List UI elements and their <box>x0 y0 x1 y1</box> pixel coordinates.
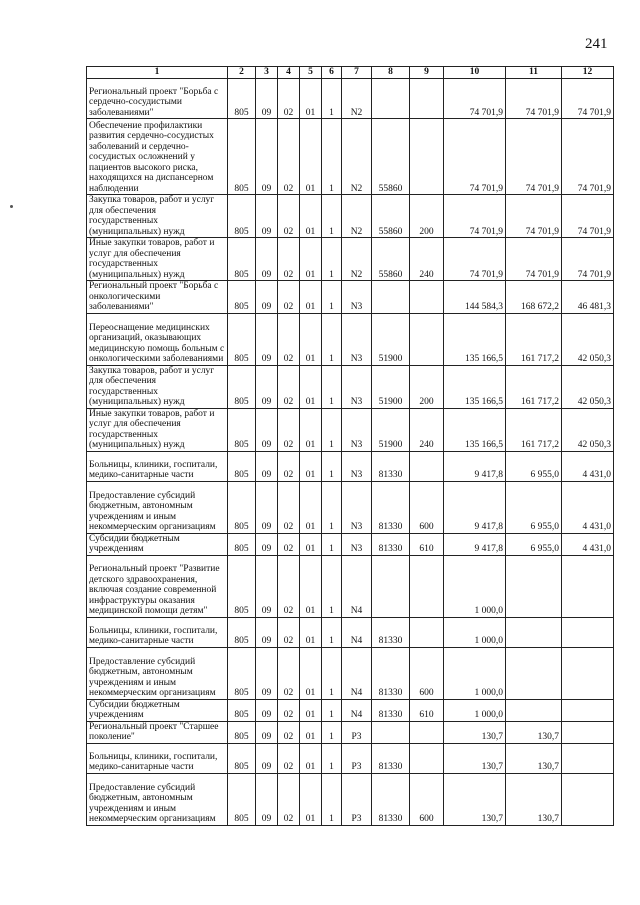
amount-cell: 74 701,9 <box>562 79 614 119</box>
table-row <box>87 481 614 533</box>
amount-cell: 1 000,0 <box>444 617 506 647</box>
amount-cell: 74 701,9 <box>506 119 562 195</box>
row-name-cell: Субсидии бюджетным учреждениям <box>87 533 228 555</box>
code-cell: 02 <box>278 313 300 365</box>
table-row <box>87 533 614 555</box>
code-cell: 805 <box>228 533 256 555</box>
code-cell: 1 <box>322 195 342 238</box>
code-cell: 805 <box>228 408 256 451</box>
table-row <box>87 773 614 825</box>
code-cell: 805 <box>228 721 256 743</box>
amount-cell: 135 166,5 <box>444 408 506 451</box>
header-cell: 12 <box>562 67 614 79</box>
page-number: 241 <box>585 36 608 52</box>
amount-cell <box>562 647 614 699</box>
code-cell: N3 <box>342 408 372 451</box>
code-cell: 1 <box>322 365 342 408</box>
code-cell: 09 <box>256 365 278 408</box>
code-cell <box>410 281 444 314</box>
code-cell: 805 <box>228 365 256 408</box>
header-cell: 8 <box>372 67 410 79</box>
code-cell: 09 <box>256 281 278 314</box>
code-cell <box>410 721 444 743</box>
code-cell: 55860 <box>372 195 410 238</box>
code-cell: 02 <box>278 555 300 617</box>
code-cell: 805 <box>228 555 256 617</box>
code-cell: 02 <box>278 533 300 555</box>
code-cell: 02 <box>278 647 300 699</box>
header-cell: 4 <box>278 67 300 79</box>
row-name-cell: Региональный проект "Борьба с сердечно-сосудистыми заболеваниями" <box>87 79 228 119</box>
row-name-cell: Предоставление субсидий бюджетным, автономным учреждениям и иным некоммерческим организациям <box>87 647 228 699</box>
amount-cell: 168 672,2 <box>506 281 562 314</box>
code-cell: 02 <box>278 119 300 195</box>
row-name-cell: Больницы, клиники, госпитали, медико-санитарные части <box>87 617 228 647</box>
code-cell: 51900 <box>372 365 410 408</box>
amount-cell: 9 417,8 <box>444 451 506 481</box>
amount-cell: 42 050,3 <box>562 408 614 451</box>
code-cell: N3 <box>342 281 372 314</box>
amount-cell: 74 701,9 <box>506 195 562 238</box>
amount-cell <box>562 699 614 721</box>
row-name-cell: Региональный проект "Старшее поколение" <box>87 721 228 743</box>
code-cell: 51900 <box>372 313 410 365</box>
amount-cell: 135 166,5 <box>444 313 506 365</box>
code-cell: 01 <box>300 699 322 721</box>
code-cell: 01 <box>300 451 322 481</box>
code-cell: 200 <box>410 365 444 408</box>
code-cell: 55860 <box>372 238 410 281</box>
amount-cell: 130,7 <box>506 721 562 743</box>
code-cell: 01 <box>300 481 322 533</box>
code-cell <box>410 79 444 119</box>
code-cell: 01 <box>300 647 322 699</box>
amount-cell: 74 701,9 <box>506 79 562 119</box>
amount-cell: 4 431,0 <box>562 451 614 481</box>
row-name-cell: Обеспечение профилактики развития сердечно-сосудистых заболеваний и сердечно-сосудистых осложнений у пациентов высокого риска, находящихся на диспансерном наблюдении <box>87 119 228 195</box>
code-cell: 09 <box>256 533 278 555</box>
margin-mark <box>10 205 13 208</box>
code-cell: 09 <box>256 699 278 721</box>
amount-cell: 6 955,0 <box>506 481 562 533</box>
header-cell: 5 <box>300 67 322 79</box>
amount-cell: 1 000,0 <box>444 555 506 617</box>
code-cell: N4 <box>342 647 372 699</box>
code-cell: 01 <box>300 195 322 238</box>
code-cell: 01 <box>300 721 322 743</box>
code-cell <box>410 555 444 617</box>
row-name-cell: Региональный проект "Развитие детского здравоохранения, включая создание современной инфраструктуры оказания медицинской помощи детям" <box>87 555 228 617</box>
code-cell: 805 <box>228 79 256 119</box>
amount-cell: 9 417,8 <box>444 533 506 555</box>
code-cell: 81330 <box>372 647 410 699</box>
code-cell: 09 <box>256 647 278 699</box>
amount-cell: 161 717,2 <box>506 365 562 408</box>
table-row <box>87 195 614 238</box>
code-cell: 805 <box>228 451 256 481</box>
code-cell: 55860 <box>372 119 410 195</box>
code-cell: 81330 <box>372 533 410 555</box>
amount-cell: 161 717,2 <box>506 408 562 451</box>
table-row <box>87 647 614 699</box>
code-cell: 1 <box>322 647 342 699</box>
table-row <box>87 281 614 314</box>
code-cell <box>372 281 410 314</box>
code-cell: 01 <box>300 119 322 195</box>
code-cell: 81330 <box>372 699 410 721</box>
code-cell: 1 <box>322 617 342 647</box>
code-cell: 805 <box>228 617 256 647</box>
amount-cell <box>562 555 614 617</box>
code-cell <box>410 617 444 647</box>
code-cell: 09 <box>256 238 278 281</box>
amount-cell: 135 166,5 <box>444 365 506 408</box>
row-name-cell: Иные закупки товаров, работ и услуг для обеспечения государственных (муниципальных) нужд <box>87 238 228 281</box>
row-name-cell: Закупка товаров, работ и услуг для обеспечения государственных (муниципальных) нужд <box>87 195 228 238</box>
header-cell: 11 <box>506 67 562 79</box>
code-cell: 09 <box>256 451 278 481</box>
code-cell: 81330 <box>372 773 410 825</box>
code-cell: 09 <box>256 721 278 743</box>
amount-cell: 4 431,0 <box>562 481 614 533</box>
code-cell: 02 <box>278 721 300 743</box>
amount-cell: 74 701,9 <box>562 195 614 238</box>
amount-cell: 6 955,0 <box>506 451 562 481</box>
table-row <box>87 408 614 451</box>
table-row <box>87 313 614 365</box>
code-cell: 01 <box>300 79 322 119</box>
code-cell: 02 <box>278 195 300 238</box>
row-name-cell: Иные закупки товаров, работ и услуг для обеспечения государственных (муниципальных) нужд <box>87 408 228 451</box>
code-cell: 805 <box>228 743 256 773</box>
code-cell: 600 <box>410 647 444 699</box>
row-name-cell: Предоставление субсидий бюджетным, автономным учреждениям и иным некоммерческим организациям <box>87 481 228 533</box>
code-cell: 02 <box>278 481 300 533</box>
table-header <box>87 67 614 79</box>
row-name-cell: Больницы, клиники, госпитали, медико-санитарные части <box>87 743 228 773</box>
code-cell: 02 <box>278 79 300 119</box>
row-name-cell: Региональный проект "Борьба с онкологическими заболеваниями" <box>87 281 228 314</box>
header-cell: 10 <box>444 67 506 79</box>
code-cell: 09 <box>256 555 278 617</box>
code-cell: 240 <box>410 408 444 451</box>
code-cell: 805 <box>228 195 256 238</box>
code-cell: 805 <box>228 281 256 314</box>
code-cell: 1 <box>322 451 342 481</box>
code-cell: N4 <box>342 617 372 647</box>
code-cell: 81330 <box>372 617 410 647</box>
code-cell: N3 <box>342 533 372 555</box>
code-cell: 09 <box>256 195 278 238</box>
table-row <box>87 238 614 281</box>
code-cell <box>410 313 444 365</box>
code-cell: 09 <box>256 313 278 365</box>
amount-cell: 74 701,9 <box>562 238 614 281</box>
amount-cell: 144 584,3 <box>444 281 506 314</box>
code-cell: 1 <box>322 721 342 743</box>
code-cell: 02 <box>278 238 300 281</box>
code-cell: 1 <box>322 281 342 314</box>
amount-cell: 130,7 <box>444 743 506 773</box>
code-cell: 81330 <box>372 743 410 773</box>
code-cell <box>410 743 444 773</box>
header-cell: 7 <box>342 67 372 79</box>
amount-cell: 9 417,8 <box>444 481 506 533</box>
code-cell: 610 <box>410 533 444 555</box>
amount-cell <box>506 699 562 721</box>
code-cell: 02 <box>278 365 300 408</box>
code-cell: N2 <box>342 119 372 195</box>
code-cell: 01 <box>300 555 322 617</box>
code-cell: 02 <box>278 281 300 314</box>
code-cell: 240 <box>410 238 444 281</box>
code-cell: 02 <box>278 451 300 481</box>
code-cell: 01 <box>300 533 322 555</box>
amount-cell <box>562 721 614 743</box>
row-name-cell: Переоснащение медицинских организаций, оказывающих медицинскую помощь больным с онкологическими заболеваниями <box>87 313 228 365</box>
code-cell: 01 <box>300 281 322 314</box>
code-cell: 81330 <box>372 481 410 533</box>
amount-cell: 130,7 <box>444 721 506 743</box>
table-row <box>87 617 614 647</box>
code-cell: N2 <box>342 238 372 281</box>
code-cell: 09 <box>256 743 278 773</box>
code-cell: 805 <box>228 313 256 365</box>
amount-cell: 74 701,9 <box>506 238 562 281</box>
table-row <box>87 79 614 119</box>
amount-cell: 74 701,9 <box>444 195 506 238</box>
row-name-cell: Закупка товаров, работ и услуг для обеспечения государственных (муниципальных) нужд <box>87 365 228 408</box>
amount-cell: 74 701,9 <box>562 119 614 195</box>
code-cell: 02 <box>278 773 300 825</box>
code-cell <box>410 119 444 195</box>
code-cell: 02 <box>278 699 300 721</box>
code-cell: 09 <box>256 119 278 195</box>
amount-cell: 46 481,3 <box>562 281 614 314</box>
code-cell: 02 <box>278 743 300 773</box>
amount-cell: 6 955,0 <box>506 533 562 555</box>
amount-cell <box>506 555 562 617</box>
code-cell: 09 <box>256 773 278 825</box>
code-cell: 610 <box>410 699 444 721</box>
code-cell: 02 <box>278 408 300 451</box>
table-row <box>87 721 614 743</box>
code-cell: 1 <box>322 238 342 281</box>
header-cell: 1 <box>87 67 228 79</box>
table-row <box>87 365 614 408</box>
code-cell: 02 <box>278 617 300 647</box>
code-cell: 09 <box>256 79 278 119</box>
code-cell <box>372 721 410 743</box>
row-name-cell: Субсидии бюджетным учреждениям <box>87 699 228 721</box>
code-cell: N3 <box>342 481 372 533</box>
code-cell <box>410 451 444 481</box>
code-cell: 1 <box>322 743 342 773</box>
code-cell: 200 <box>410 195 444 238</box>
code-cell: 805 <box>228 481 256 533</box>
code-cell: 09 <box>256 617 278 647</box>
code-cell: 01 <box>300 313 322 365</box>
amount-cell <box>562 773 614 825</box>
header-cell: 6 <box>322 67 342 79</box>
code-cell: N3 <box>342 313 372 365</box>
amount-cell <box>506 617 562 647</box>
header-cell: 3 <box>256 67 278 79</box>
code-cell: 600 <box>410 481 444 533</box>
amount-cell <box>562 743 614 773</box>
table-row <box>87 743 614 773</box>
code-cell: N4 <box>342 699 372 721</box>
code-cell: 1 <box>322 408 342 451</box>
code-cell: 1 <box>322 555 342 617</box>
code-cell: N4 <box>342 555 372 617</box>
code-cell: 01 <box>300 238 322 281</box>
code-cell: P3 <box>342 721 372 743</box>
header-cell: 2 <box>228 67 256 79</box>
row-name-cell: Больницы, клиники, госпитали, медико-санитарные части <box>87 451 228 481</box>
code-cell <box>372 79 410 119</box>
amount-cell: 130,7 <box>506 743 562 773</box>
amount-cell: 130,7 <box>444 773 506 825</box>
amount-cell <box>562 617 614 647</box>
header-cell: 9 <box>410 67 444 79</box>
amount-cell: 4 431,0 <box>562 533 614 555</box>
code-cell: 1 <box>322 119 342 195</box>
code-cell: 01 <box>300 617 322 647</box>
code-cell: 01 <box>300 743 322 773</box>
amount-cell: 42 050,3 <box>562 313 614 365</box>
code-cell: 1 <box>322 773 342 825</box>
amount-cell: 130,7 <box>506 773 562 825</box>
code-cell: 51900 <box>372 408 410 451</box>
code-cell: 1 <box>322 313 342 365</box>
code-cell: 805 <box>228 699 256 721</box>
budget-table <box>86 66 614 826</box>
table-row <box>87 699 614 721</box>
code-cell: 1 <box>322 481 342 533</box>
code-cell: 09 <box>256 408 278 451</box>
amount-cell: 74 701,9 <box>444 238 506 281</box>
code-cell: 1 <box>322 533 342 555</box>
header-row <box>87 67 614 79</box>
code-cell: N3 <box>342 365 372 408</box>
code-cell: 09 <box>256 481 278 533</box>
code-cell <box>372 555 410 617</box>
code-cell: 805 <box>228 647 256 699</box>
code-cell: 1 <box>322 699 342 721</box>
code-cell: 1 <box>322 79 342 119</box>
amount-cell: 1 000,0 <box>444 699 506 721</box>
code-cell: 01 <box>300 773 322 825</box>
code-cell: 805 <box>228 119 256 195</box>
code-cell: N3 <box>342 451 372 481</box>
amount-cell: 42 050,3 <box>562 365 614 408</box>
code-cell: N2 <box>342 195 372 238</box>
amount-cell <box>506 647 562 699</box>
table-body <box>87 79 614 826</box>
code-cell: P3 <box>342 773 372 825</box>
code-cell: 600 <box>410 773 444 825</box>
code-cell: 01 <box>300 365 322 408</box>
code-cell: 805 <box>228 238 256 281</box>
amount-cell: 74 701,9 <box>444 119 506 195</box>
amount-cell: 161 717,2 <box>506 313 562 365</box>
table-row <box>87 119 614 195</box>
code-cell: 81330 <box>372 451 410 481</box>
code-cell: P3 <box>342 743 372 773</box>
code-cell: 805 <box>228 773 256 825</box>
table-row <box>87 451 614 481</box>
code-cell: 01 <box>300 408 322 451</box>
code-cell: N2 <box>342 79 372 119</box>
amount-cell: 1 000,0 <box>444 647 506 699</box>
row-name-cell: Предоставление субсидий бюджетным, автономным учреждениям и иным некоммерческим организациям <box>87 773 228 825</box>
table-row <box>87 555 614 617</box>
amount-cell: 74 701,9 <box>444 79 506 119</box>
